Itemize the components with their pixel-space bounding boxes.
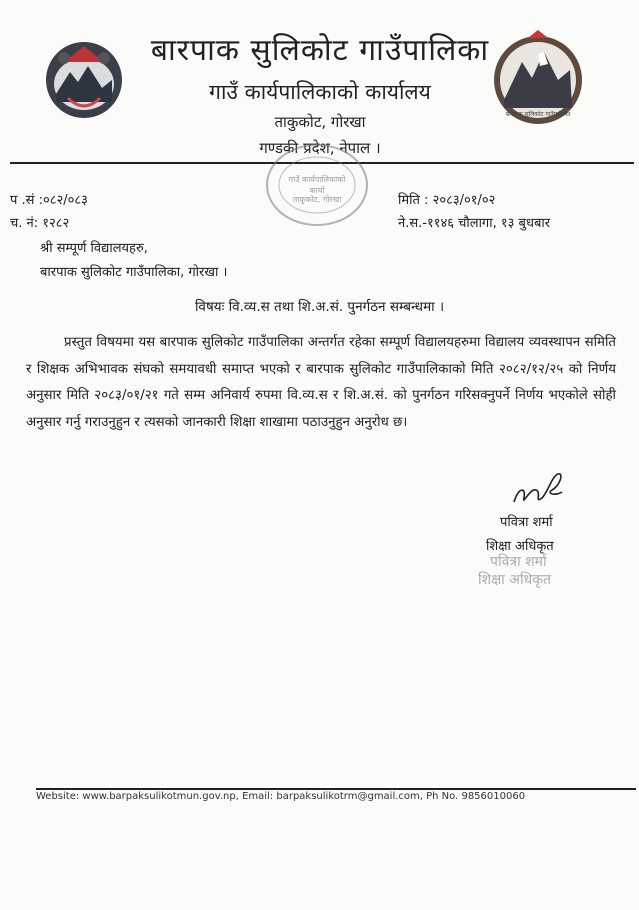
stamp-line-1: गाउँ कार्यपालिकाको कार्या xyxy=(288,175,346,195)
office-stamp xyxy=(262,140,372,230)
logo-caption: बारपाक सुलिकोट गाउँपालिका xyxy=(505,111,571,118)
nepal-sambat-date: ने.स.-११४६ चौलागा, १३ बुधबार xyxy=(398,216,551,231)
address-line-1: ताकुकोट, गोरखा xyxy=(274,113,366,131)
signatory-name: पवित्रा शर्मा xyxy=(500,515,553,530)
stamp-signatory-designation: शिक्षा अधिकृत xyxy=(478,572,551,588)
letter-body: प्रस्तुत विषयमा यस बारपाक सुलिकोट गाउँपालिका अन्तर्गत रहेका सम्पूर्ण विद्यालयहरुमा विद्यालय व्यवस्थापन समिति र शिक्षक अभिभावक संघको समयावधी समाप्त भएको र बारपाक सुलिकोट गाउँपालिकाको मिति २०८२/१२/२५ को निर्णय अनुसार मिति २०८३/०१/२१ गते सम्म अनिवार्य रुपमा वि.व्य.स र शि.अ.सं. को पुनर्गठन गरिसक्नुपर्ने निर्णय भएकोले सोही अनुसार गर्नु गराउनुहुन र त्यसको जानकारी शिक्षा शाखामा पठाउनुहुन अनुरोध छ। xyxy=(26,335,616,430)
letter-subject: विषयः वि.व्य.स तथा शि.अ.सं. पुनर्गठन सम्बन्धमा । xyxy=(194,299,445,315)
municipality-title: बारपाक सुलिकोट गाउँपालिका xyxy=(150,33,490,68)
recipient-line-1: श्री सम्पूर्ण विद्यालयहरु, xyxy=(40,241,148,256)
reference-number: प .सं :०८२/०८३ xyxy=(10,193,88,208)
dispatch-number: च. नं: १२८२ xyxy=(10,216,70,231)
office-title: गाउँ कार्यपालिकाको कार्यालय xyxy=(209,80,431,104)
stamp-line-2: ताकुकोट, गोरखा xyxy=(292,195,342,204)
footer-contact: Website: www.barpaksulikotmun.gov.np, Email: barpaksulikotrm@gmail.com, Ph No. 9856010060 xyxy=(36,791,526,802)
handwritten-signature xyxy=(508,468,568,512)
letter-date: मिति : २०८३/०१/०२ xyxy=(398,193,496,208)
stamp-signatory-name: पवित्रा शर्मा xyxy=(490,554,547,570)
recipient-line-2: बारपाक सुलिकोट गाउँपालिका, गोरखा । xyxy=(40,265,228,280)
signatory-designation: शिक्षा अधिकृत xyxy=(486,539,554,554)
nepal-emblem-icon xyxy=(38,32,130,124)
footer-divider xyxy=(36,788,636,790)
address-line-2: गण्डकी प्रदेश, नेपाल । xyxy=(259,139,381,157)
